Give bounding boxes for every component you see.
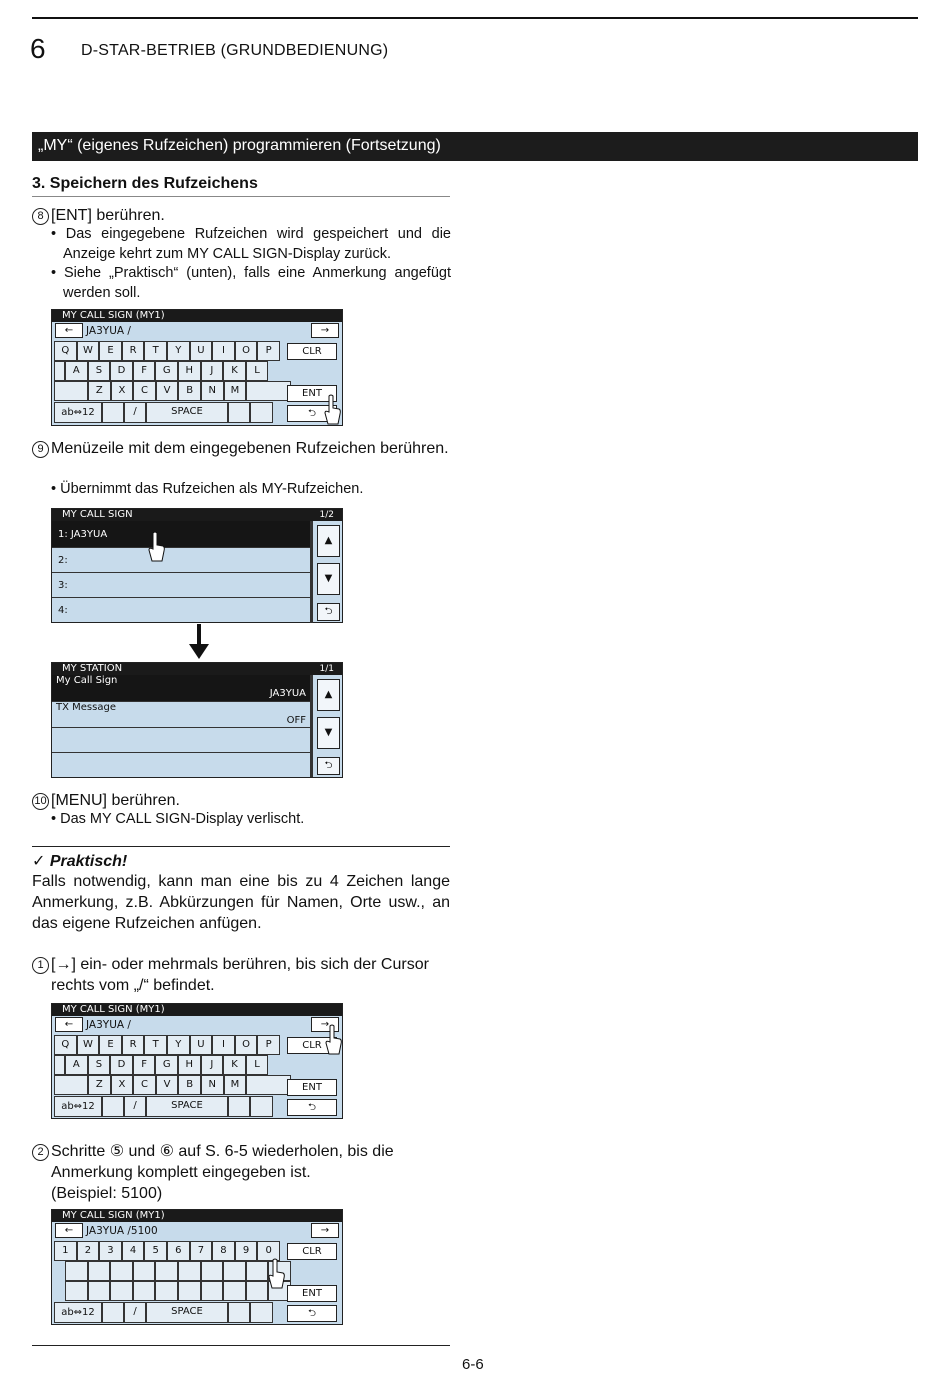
letter-key-k[interactable]: K [223, 361, 246, 381]
clear-button[interactable]: CLR [287, 343, 337, 360]
letter-key-q[interactable]: Q [54, 341, 77, 361]
scroll-down-button[interactable]: ▼ [317, 717, 340, 749]
letter-key-k[interactable]: K [223, 1055, 246, 1075]
blank-key[interactable] [201, 1261, 224, 1281]
letter-key-p[interactable]: P [257, 341, 280, 361]
letter-key-m[interactable]: M [224, 381, 247, 401]
blank-key[interactable] [155, 1261, 178, 1281]
enter-button[interactable]: ENT [287, 385, 337, 402]
callsign-field: JA3YUA / [86, 1019, 131, 1031]
blank-key[interactable] [201, 1281, 224, 1301]
list-page: 1/2 [319, 510, 334, 520]
letter-key-n[interactable]: N [201, 1075, 224, 1095]
letter-key-e[interactable]: E [99, 1035, 122, 1055]
letter-key-o[interactable]: O [235, 341, 258, 361]
letter-key-f[interactable]: F [133, 1055, 156, 1075]
blank-key[interactable] [54, 361, 65, 381]
blank-key[interactable] [228, 1096, 250, 1117]
my-call-sign-row[interactable]: My Call Sign JA3YUA [52, 675, 310, 702]
touch-hand-icon [325, 1024, 343, 1056]
digit-key-0[interactable]: 0 [257, 1241, 280, 1261]
letter-key-b[interactable]: B [178, 1075, 201, 1095]
blank-key[interactable] [88, 1281, 111, 1301]
letter-key-z[interactable]: Z [88, 381, 111, 401]
blank-key[interactable] [88, 1261, 111, 1281]
blank-key[interactable] [54, 381, 88, 401]
letter-key-s[interactable]: S [88, 361, 111, 381]
letter-key-i[interactable]: I [212, 341, 235, 361]
digit-key-1[interactable]: 1 [54, 1241, 77, 1261]
blank-key[interactable] [155, 1281, 178, 1301]
touch-hand-icon [268, 1258, 286, 1290]
tip-step-1: 1 [→] ein- oder mehrmals berühren, bis sich der Cursor rechts vom „/“ befindet. [32, 954, 450, 996]
letter-key-h[interactable]: H [178, 361, 201, 381]
letter-key-b[interactable]: B [178, 381, 201, 401]
letter-key-e[interactable]: E [99, 341, 122, 361]
letter-key-x[interactable]: X [111, 1075, 134, 1095]
blank-key[interactable] [246, 1261, 269, 1281]
blank-key[interactable] [246, 1075, 291, 1095]
space-key[interactable]: SPACE [146, 402, 228, 423]
letter-key-d[interactable]: D [110, 361, 133, 381]
space-key[interactable]: SPACE [146, 1302, 228, 1323]
scroll-down-button[interactable]: ▼ [317, 563, 340, 595]
blank-key[interactable] [178, 1261, 201, 1281]
footer-rule [32, 1345, 450, 1346]
blank-key[interactable] [250, 402, 273, 423]
tip-text: Falls notwendig, kann man eine bis zu 4 Zeichen lange Anmerkung, z.B. Abkürzungen für Namen, Orte usw., an das eigene Rufzeichen anfügen. [32, 873, 450, 932]
call-sign-list-screen [51, 508, 343, 623]
blank-key[interactable] [228, 1302, 250, 1323]
blank-key[interactable] [102, 402, 124, 423]
digit-key-9[interactable]: 9 [235, 1241, 258, 1261]
my-station-screen [51, 662, 343, 778]
station-title: MY STATION [62, 663, 123, 674]
blank-key[interactable] [65, 1281, 88, 1301]
letter-key-u[interactable]: U [190, 1035, 213, 1055]
cursor-right-button[interactable]: → [311, 323, 339, 338]
letter-key-a[interactable]: A [65, 361, 88, 381]
scroll-up-button[interactable]: ▲ [317, 525, 340, 557]
blank-key[interactable] [54, 1055, 65, 1075]
step-9-bullets: • Übernimmt das Rufzeichen als MY-Rufzeichen. [51, 481, 364, 497]
back-button[interactable]: ⮌ [287, 1099, 337, 1116]
keyboard-screen-1 [51, 309, 343, 426]
letter-key-d[interactable]: D [110, 1055, 133, 1075]
blank-key[interactable] [223, 1261, 246, 1281]
clear-button[interactable]: CLR [287, 1037, 337, 1054]
letter-key-t[interactable]: T [144, 1035, 167, 1055]
back-button[interactable]: ⮌ [317, 757, 340, 775]
letter-key-s[interactable]: S [88, 1055, 111, 1075]
list-row-1[interactable]: 1: JA3YUA [52, 521, 310, 548]
letter-key-l[interactable]: L [246, 1055, 269, 1075]
blank-key[interactable] [223, 1281, 246, 1301]
mode-toggle-button[interactable]: ab⇔12 [54, 1302, 102, 1323]
down-arrow-icon [188, 624, 210, 660]
screen-title: MY CALL SIGN (MY1) [62, 1210, 165, 1221]
blank-key[interactable] [246, 1281, 269, 1301]
empty-row-1[interactable] [52, 728, 310, 753]
letter-key-t[interactable]: T [144, 341, 167, 361]
space-key[interactable]: SPACE [146, 1096, 228, 1117]
letter-key-v[interactable]: V [156, 1075, 179, 1095]
step-8: 8 [ENT] berühren. [32, 205, 450, 226]
enter-button[interactable]: ENT [287, 1079, 337, 1096]
letter-key-y[interactable]: Y [167, 341, 190, 361]
letter-key-c[interactable]: C [133, 381, 156, 401]
digit-key-4[interactable]: 4 [122, 1241, 145, 1261]
letter-key-q[interactable]: Q [54, 1035, 77, 1055]
screen-title: MY CALL SIGN (MY1) [62, 1004, 165, 1015]
list-row-4[interactable]: 4: [58, 605, 68, 616]
callsign-field: JA3YUA /5100 [86, 1225, 158, 1237]
letter-key-z[interactable]: Z [88, 1075, 111, 1095]
tip-heading: ✓ Praktisch! [32, 853, 128, 870]
cursor-right-button[interactable]: → [311, 1017, 339, 1032]
cursor-left-button[interactable]: ← [55, 1223, 83, 1238]
digit-key-8[interactable]: 8 [212, 1241, 235, 1261]
scrollbar[interactable] [310, 675, 313, 777]
screen-title-bar [52, 1004, 342, 1016]
blank-key[interactable] [246, 381, 291, 401]
digit-key-7[interactable]: 7 [190, 1241, 213, 1261]
slash-key[interactable]: / [124, 1302, 146, 1323]
empty-row-2[interactable] [52, 753, 310, 778]
blank-key[interactable] [133, 1261, 156, 1281]
mode-toggle-button[interactable]: ab⇔12 [54, 1096, 102, 1117]
step-9: 9 Menüzeile mit dem eingegebenen Rufzeichen berühren. [32, 438, 450, 459]
tip-step-2: 2 Schritte ⑤ und ⑥ auf S. 6-5 wiederholen, bis die Anmerkung komplett eingegeben ist. (Beispiel: 5100) [32, 1141, 450, 1204]
letter-key-u[interactable]: U [190, 341, 213, 361]
digit-key-2[interactable]: 2 [77, 1241, 100, 1261]
list-title: MY CALL SIGN [62, 509, 133, 520]
enter-button[interactable]: ENT [287, 1285, 337, 1302]
clear-button[interactable]: CLR [287, 1243, 337, 1260]
letter-key-g[interactable]: G [155, 1055, 178, 1075]
digit-key-6[interactable]: 6 [167, 1241, 190, 1261]
cursor-right-button[interactable]: → [311, 1223, 339, 1238]
blank-key[interactable] [102, 1302, 124, 1323]
letter-key-l[interactable]: L [246, 361, 269, 381]
chapter-number: 6 [30, 33, 46, 64]
callsign-field: JA3YUA / [86, 325, 131, 337]
slash-key[interactable]: / [124, 1096, 146, 1117]
letter-key-w[interactable]: W [77, 1035, 100, 1055]
divider [32, 846, 450, 847]
letter-key-a[interactable]: A [65, 1055, 88, 1075]
letter-key-v[interactable]: V [156, 381, 179, 401]
letter-key-m[interactable]: M [224, 1075, 247, 1095]
digit-key-5[interactable]: 5 [144, 1241, 167, 1261]
letter-key-c[interactable]: C [133, 1075, 156, 1095]
station-page: 1/1 [319, 664, 334, 674]
back-button[interactable]: ⮌ [287, 1305, 337, 1322]
letter-key-j[interactable]: J [201, 1055, 224, 1075]
letter-key-r[interactable]: R [122, 341, 145, 361]
blank-key[interactable] [133, 1281, 156, 1301]
list-row-2[interactable]: 2: [52, 548, 310, 573]
blank-key[interactable] [65, 1261, 88, 1281]
letter-key-j[interactable]: J [201, 361, 224, 381]
screen-title-bar [52, 310, 342, 322]
keyboard-screen-2 [51, 1003, 343, 1119]
touch-hand-icon [324, 394, 342, 426]
scrollbar[interactable] [310, 521, 313, 623]
letter-key-p[interactable]: P [257, 1035, 280, 1055]
blank-key[interactable] [178, 1281, 201, 1301]
letter-key-r[interactable]: R [122, 1035, 145, 1055]
keyboard-screen-3 [51, 1209, 343, 1325]
blank-key[interactable] [110, 1281, 133, 1301]
back-button[interactable]: ⮌ [317, 603, 340, 621]
screen-title: MY CALL SIGN (MY1) [62, 310, 165, 321]
digit-key-3[interactable]: 3 [99, 1241, 122, 1261]
blank-key[interactable] [102, 1096, 124, 1117]
top-rule [32, 17, 918, 19]
step-8-bullets: • Das eingegebene Rufzeichen wird gespeichert und die Anzeige kehrt zum MY CALL SIGN-Display zurück. • Siehe „Praktisch“ (unten), falls eine Anmerkung angefügt werden soll. [51, 226, 451, 301]
subsection-title: 3. Speichern des Rufzeichens [32, 175, 450, 197]
step-10-bullets: • Das MY CALL SIGN-Display verlischt. [51, 811, 305, 827]
cursor-left-button[interactable]: ← [55, 323, 83, 338]
letter-key-o[interactable]: O [235, 1035, 258, 1055]
blank-key[interactable] [54, 1075, 88, 1095]
blank-key[interactable] [228, 402, 250, 423]
screen-title-bar [52, 1210, 342, 1222]
slash-key[interactable]: / [124, 402, 146, 423]
scroll-up-button[interactable]: ▲ [317, 679, 340, 711]
letter-key-g[interactable]: G [155, 361, 178, 381]
blank-key[interactable] [110, 1261, 133, 1281]
back-button[interactable]: ⮌ [287, 405, 337, 422]
letter-key-w[interactable]: W [77, 341, 100, 361]
letter-key-f[interactable]: F [133, 361, 156, 381]
blank-key[interactable] [250, 1096, 273, 1117]
list-row-3[interactable]: 3: [52, 573, 310, 598]
blank-key[interactable] [250, 1302, 273, 1323]
section-title: „MY“ (eigenes Rufzeichen) programmieren (Fortsetzung) [32, 132, 918, 161]
letter-key-h[interactable]: H [178, 1055, 201, 1075]
touch-hand-icon [148, 531, 166, 563]
letter-key-x[interactable]: X [111, 381, 134, 401]
chapter-title: D-STAR-BETRIEB (GRUNDBEDIENUNG) [81, 42, 389, 59]
step-10: 10 [MENU] berühren. [32, 790, 450, 811]
mode-toggle-button[interactable]: ab⇔12 [54, 402, 102, 423]
letter-key-y[interactable]: Y [167, 1035, 190, 1055]
letter-key-n[interactable]: N [201, 381, 224, 401]
tx-message-row[interactable]: TX Message OFF [52, 702, 310, 728]
letter-key-i[interactable]: I [212, 1035, 235, 1055]
cursor-left-button[interactable]: ← [55, 1017, 83, 1032]
page-number: 6-6 [462, 1356, 484, 1373]
